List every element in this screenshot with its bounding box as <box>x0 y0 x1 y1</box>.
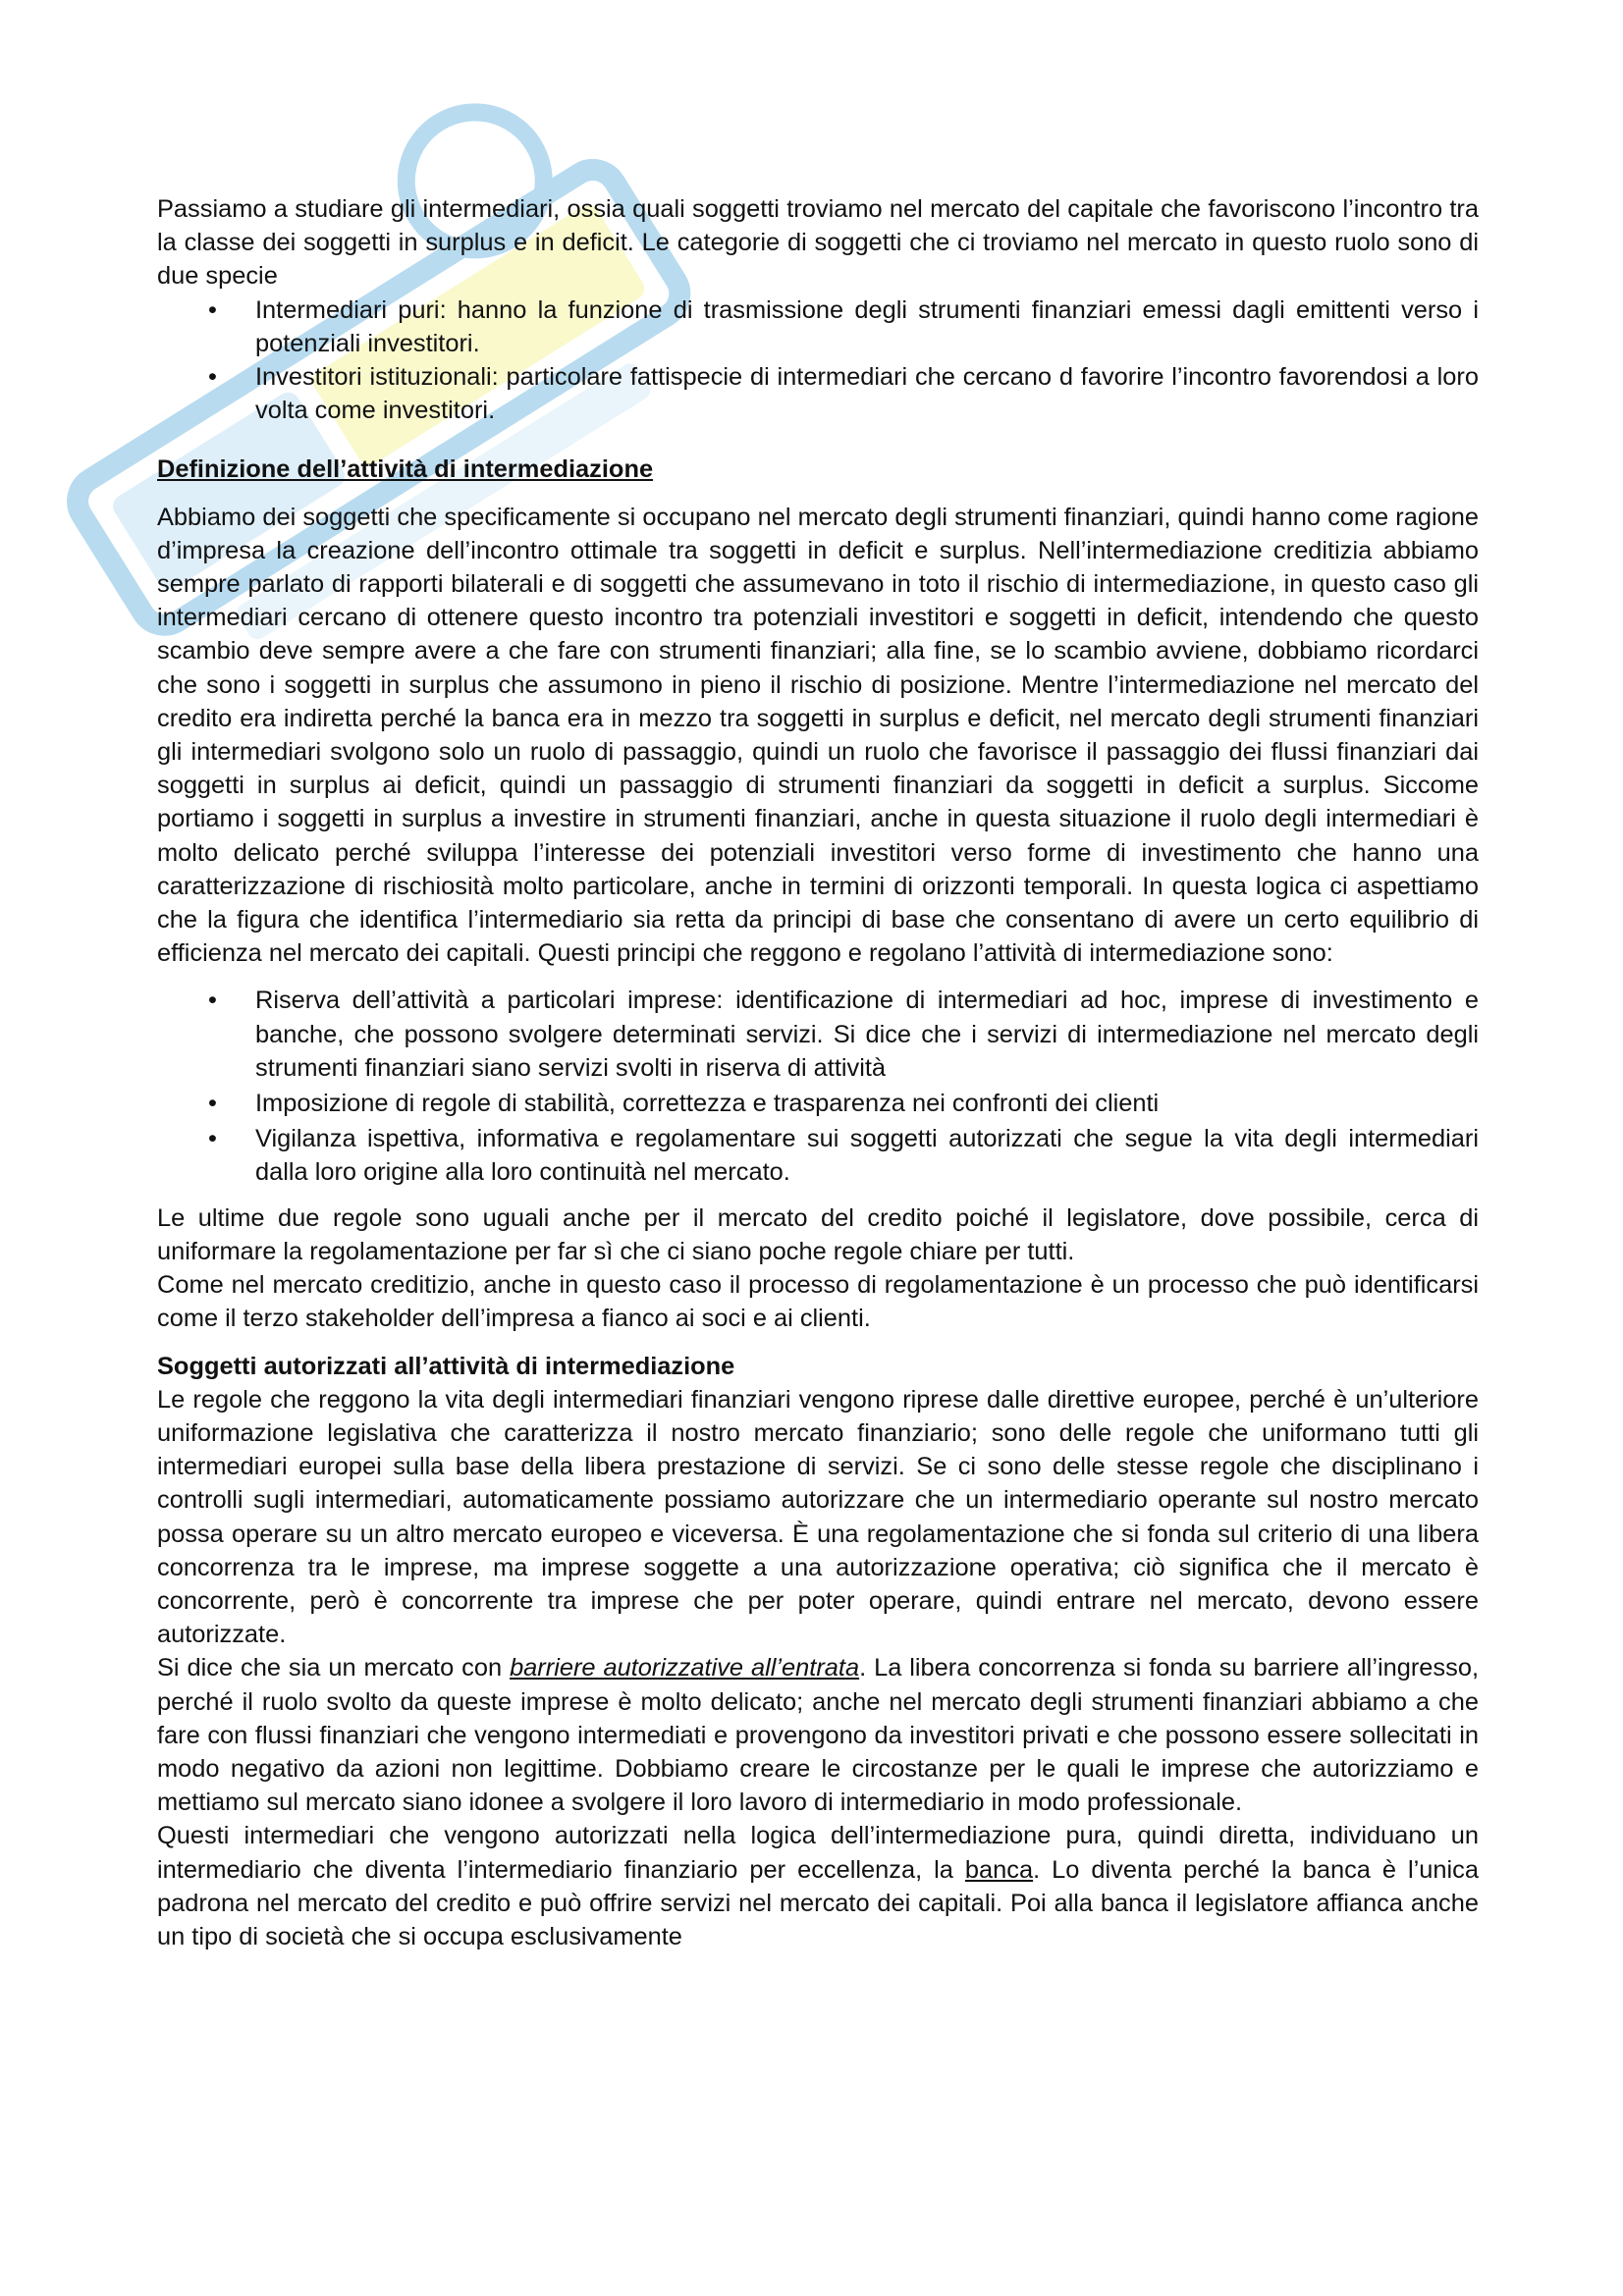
bullet-icon: • <box>208 1090 217 1118</box>
bullet-icon: • <box>208 295 217 324</box>
list-item-text: Vigilanza ispettiva, informativa e regolamentare sui soggetti autorizzati che segue la vita degli intermediari dalla loro origine alla loro continuità nel mercato. <box>255 1125 1479 1187</box>
list-item <box>157 360 1479 427</box>
text-run: Si dice che sia un mercato con <box>157 1654 511 1682</box>
section1-after-paragraph-1: Le ultime due regole sono uguali anche per il mercato del credito poiché il legislatore, dove possibile, cerca di uniformare la regolamentazione per far sì che ci siano poche regole chiare per tutti. <box>157 1203 1479 1265</box>
bullet-icon: • <box>208 363 217 392</box>
list-item <box>157 294 1479 360</box>
text-run: . Lo diventa perché la banca è l’unica padrona nel mercato del credito e può offrire servizi nel mercato dei capitali. Poi alla banca il legislatore affianca anche un tipo di società che si occupa esclusivamente <box>157 1855 1479 1950</box>
emphasized-term: banca <box>964 1855 1034 1884</box>
list-item <box>157 1122 1479 1189</box>
emphasized-term: barriere autorizzative all’entrata <box>510 1654 860 1682</box>
section2-paragraph-2 <box>157 1651 1479 1819</box>
section1-after-paragraph-2: Come nel mercato creditizio, anche in questo caso il processo di regolamentazione è un processo che può identificarsi come il terzo stakeholder dell’impresa a fianco ai soci e ai clienti. <box>157 1271 1479 1333</box>
text-run: . La libera concorrenza si fonda su barriere all’ingresso, perché il ruolo svolto da queste imprese è molto delicato; anche nel mercato degli strumenti finanziari abbiamo a che fare con flussi finanziari che vengono intermediati e provengono da investitori privati e che possono essere sollecitati in modo negativo da azioni non legittime. Dobbiamo creare le circostanze per le quali le imprese che autorizziamo e mettiamo sul mercato siano idonee a svolgere il loro lavoro di intermediario in modo professionale. <box>157 1654 1479 1817</box>
section-heading-soggetti: Soggetti autorizzati all’attività di intermediazione <box>157 1352 735 1380</box>
intro-bullet-list <box>157 294 1479 428</box>
section2-paragraph-1: Le regole che reggono la vita degli intermediari finanziari vengono riprese dalle direttive europee, perché è un’ulteriore uniformazione legislativa che caratterizza il nostro mercato finanziario; sono delle regole che uniformano tutti gli intermediari europei sulla base della libera prestazione di servizi. Se ci sono delle stesse regole che disciplinano i controlli sugli intermediari, automaticamente possiamo autorizzare che un intermediario operante sul nostro mercato possa operare su un altro mercato europeo e viceversa. È una regolamentazione che si fonda sul criterio di una libera concorrenza tra le imprese, ma imprese soggette a una autorizzazione operativa; ciò significa che il mercato è concorrente, però è concorrente tra imprese che per poter operare, quindi entrare nel mercato, devono essere autorizzate. <box>157 1385 1479 1649</box>
section-heading-definizione: Definizione dell’attività di intermediazione <box>157 455 654 484</box>
text-run: Questi intermediari che vengono autorizzati nella logica dell’intermediazione pura, quindi diretta, individuano un intermediario che diventa l’intermediario finanziario per eccellenza, la <box>157 1822 1479 1884</box>
document-page <box>157 192 1479 1953</box>
list-item <box>157 984 1479 1085</box>
list-item-text: Riserva dell’attività a particolari imprese: identificazione di intermediari ad hoc, imprese di investimento e banche, che possono svolgere determinati servizi. Si dice che i servizi di intermediazione nel mercato degli strumenti finanziari siano servizi svolti in riserva di attività <box>255 987 1479 1082</box>
list-item-text: Investitori istituzionali: particolare fattispecie di intermediari che cercano d favorire l’incontro favorendosi a loro volta come investitori. <box>255 363 1479 425</box>
principles-bullet-list <box>157 984 1479 1189</box>
list-item <box>157 1087 1479 1120</box>
intro-paragraph: Passiamo a studiare gli intermediari, ossia quali soggetti troviamo nel mercato del capitale che favoriscono l’incontro tra la classe dei soggetti in surplus e in deficit. Le categorie di soggetti che ci troviamo nel mercato in questo ruolo sono di due specie <box>157 195 1479 291</box>
bullet-icon: • <box>208 1125 217 1153</box>
section2-paragraph-3 <box>157 1819 1479 1953</box>
bullet-icon: • <box>208 987 217 1015</box>
list-item-text: Intermediari puri: hanno la funzione di trasmissione degli strumenti finanziari emessi dagli emittenti verso i potenziali investitori. <box>255 295 1479 357</box>
list-item-text: Imposizione di regole di stabilità, correttezza e trasparenza nei confronti dei clienti <box>255 1090 1160 1118</box>
section1-paragraph: Abbiamo dei soggetti che specificamente si occupano nel mercato degli strumenti finanziari, quindi hanno come ragione d’impresa la creazione dell’incontro ottimale tra soggetti in deficit e surplus. Nell’intermediazione creditizia abbiamo sempre parlato di rapporti bilaterali e di soggetti che assumevano in toto il rischio di intermediazione, in questo caso gli intermediari cercano di ottenere questo incontro tra potenziali investitori e soggetti in deficit, intendendo che questo scambio deve sempre avere a che fare con strumenti finanziari; alla fine, se lo scambio avviene, dobbiamo ricordarci che sono i soggetti in surplus che assumono in pieno il rischio di posizione. Mentre l’intermediazione nel mercato del credito era indiretta perché la banca era in mezzo tra soggetti in surplus e deficit, nel mercato degli strumenti finanziari gli intermediari svolgono solo un ruolo di passaggio, quindi un ruolo che favorisce il passaggio dei flussi finanziari dai soggetti in surplus ai deficit, quindi un passaggio di strumenti finanziari da soggetti in deficit a surplus. Siccome portiamo i soggetti in surplus a investire in strumenti finanziari, anche in questa situazione il ruolo degli intermediari è molto delicato perché sviluppa l’interesse dei potenziali investitori verso forme di investimento che hanno una caratterizzazione di rischiosità molto particolare, anche in termini di orizzonti temporali. In questa logica ci aspettiamo che la figura che identifica l’intermediario sia retta da principi di base che consentano di avere un certo equilibrio di efficienza nel mercato dei capitali. Questi principi che reggono e regolano l’attività di intermediazione sono: <box>157 503 1479 968</box>
